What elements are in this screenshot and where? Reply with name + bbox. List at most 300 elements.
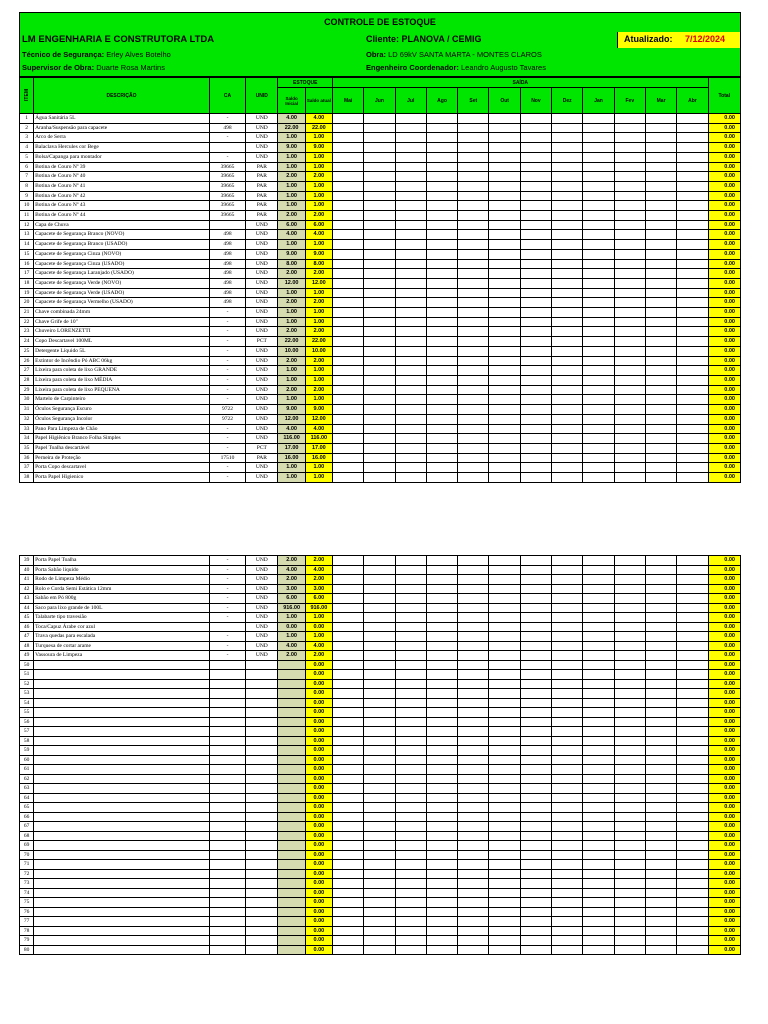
cell-total[interactable]: 0.00 — [708, 917, 740, 927]
cell-descricao[interactable] — [34, 831, 210, 841]
cell-descricao[interactable] — [34, 689, 210, 699]
cell-saida-month[interactable] — [332, 556, 363, 566]
cell-saldo-atual[interactable]: 10.00 — [305, 346, 332, 356]
cell-total[interactable]: 0.00 — [708, 774, 740, 784]
cell-saldo-inicial[interactable] — [278, 793, 305, 803]
cell-descricao[interactable]: Capacete de Segurança Verde (NOVO) — [34, 278, 210, 288]
cell-unid[interactable]: UND — [246, 288, 278, 298]
cell-item[interactable]: 56 — [20, 717, 34, 727]
cell-saldo-atual[interactable]: 0.00 — [305, 907, 332, 917]
cell-saida-month[interactable] — [583, 717, 614, 727]
cell-saida-month[interactable] — [552, 850, 583, 860]
cell-saida-month[interactable] — [645, 898, 676, 908]
cell-saida-month[interactable] — [677, 395, 708, 405]
cell-ca[interactable] — [209, 746, 245, 756]
cell-saida-month[interactable] — [552, 594, 583, 604]
cell-saida-month[interactable] — [364, 926, 395, 936]
cell-saida-month[interactable] — [395, 278, 426, 288]
cell-saida-month[interactable] — [645, 613, 676, 623]
cell-saida-month[interactable] — [583, 613, 614, 623]
cell-saldo-inicial[interactable] — [278, 879, 305, 889]
cell-saida-month[interactable] — [332, 622, 363, 632]
cell-saldo-inicial[interactable]: 1.00 — [278, 613, 305, 623]
cell-ca[interactable]: - — [209, 632, 245, 642]
cell-saldo-atual[interactable]: 2.00 — [305, 385, 332, 395]
cell-saida-month[interactable] — [364, 308, 395, 318]
cell-ca[interactable]: - — [209, 152, 245, 162]
cell-saida-month[interactable] — [364, 181, 395, 191]
cell-saida-month[interactable] — [395, 708, 426, 718]
cell-saida-month[interactable] — [426, 660, 457, 670]
cell-item[interactable]: 75 — [20, 898, 34, 908]
cell-saida-month[interactable] — [395, 641, 426, 651]
cell-saida-month[interactable] — [583, 395, 614, 405]
cell-unid[interactable] — [246, 765, 278, 775]
cell-item[interactable]: 47 — [20, 632, 34, 642]
cell-total[interactable]: 0.00 — [708, 736, 740, 746]
cell-saida-month[interactable] — [489, 453, 520, 463]
cell-total[interactable]: 0.00 — [708, 670, 740, 680]
cell-saida-month[interactable] — [614, 708, 645, 718]
cell-saida-month[interactable] — [677, 473, 708, 483]
cell-saida-month[interactable] — [426, 395, 457, 405]
cell-saida-month[interactable] — [614, 356, 645, 366]
cell-saida-month[interactable] — [552, 812, 583, 822]
cell-saida-month[interactable] — [426, 366, 457, 376]
cell-saida-month[interactable] — [489, 405, 520, 415]
cell-unid[interactable] — [246, 926, 278, 936]
cell-saida-month[interactable] — [426, 298, 457, 308]
cell-saida-month[interactable] — [458, 288, 489, 298]
cell-saldo-atual[interactable]: 2.00 — [305, 356, 332, 366]
cell-saida-month[interactable] — [426, 594, 457, 604]
cell-ca[interactable] — [209, 736, 245, 746]
cell-saida-month[interactable] — [614, 822, 645, 832]
cell-saida-month[interactable] — [364, 172, 395, 182]
cell-saida-month[interactable] — [520, 337, 551, 347]
cell-saida-month[interactable] — [395, 249, 426, 259]
cell-total[interactable]: 0.00 — [708, 556, 740, 566]
cell-saida-month[interactable] — [677, 888, 708, 898]
cell-item[interactable]: 6 — [20, 162, 34, 172]
cell-total[interactable]: 0.00 — [708, 424, 740, 434]
cell-saida-month[interactable] — [677, 143, 708, 153]
cell-saida-month[interactable] — [395, 230, 426, 240]
cell-saida-month[interactable] — [583, 556, 614, 566]
cell-saida-month[interactable] — [520, 405, 551, 415]
cell-saida-month[interactable] — [552, 689, 583, 699]
cell-saldo-atual[interactable]: 4.00 — [305, 230, 332, 240]
cell-saida-month[interactable] — [552, 803, 583, 813]
cell-saida-month[interactable] — [583, 917, 614, 927]
cell-descricao[interactable]: Lixeira para coleta de lixo PEQUENA — [34, 385, 210, 395]
cell-saida-month[interactable] — [614, 793, 645, 803]
cell-total[interactable]: 0.00 — [708, 405, 740, 415]
cell-item[interactable]: 1 — [20, 114, 34, 124]
cell-saida-month[interactable] — [677, 594, 708, 604]
cell-saida-month[interactable] — [520, 172, 551, 182]
cell-total[interactable]: 0.00 — [708, 708, 740, 718]
cell-unid[interactable]: UND — [246, 565, 278, 575]
cell-saldo-inicial[interactable] — [278, 822, 305, 832]
cell-saida-month[interactable] — [677, 288, 708, 298]
cell-saida-month[interactable] — [395, 803, 426, 813]
cell-saldo-inicial[interactable]: 1.00 — [278, 181, 305, 191]
cell-saida-month[interactable] — [489, 565, 520, 575]
cell-total[interactable]: 0.00 — [708, 375, 740, 385]
cell-saida-month[interactable] — [489, 803, 520, 813]
cell-item[interactable]: 67 — [20, 822, 34, 832]
cell-saida-month[interactable] — [583, 860, 614, 870]
cell-item[interactable]: 49 — [20, 651, 34, 661]
cell-saida-month[interactable] — [552, 230, 583, 240]
cell-saida-month[interactable] — [677, 308, 708, 318]
cell-ca[interactable] — [209, 755, 245, 765]
cell-ca[interactable]: 39665 — [209, 162, 245, 172]
cell-saida-month[interactable] — [395, 201, 426, 211]
cell-saida-month[interactable] — [583, 211, 614, 221]
cell-saldo-inicial[interactable] — [278, 898, 305, 908]
cell-ca[interactable]: - — [209, 651, 245, 661]
cell-saida-month[interactable] — [489, 152, 520, 162]
cell-saida-month[interactable] — [458, 784, 489, 794]
cell-saida-month[interactable] — [645, 651, 676, 661]
cell-ca[interactable] — [209, 765, 245, 775]
cell-saida-month[interactable] — [583, 424, 614, 434]
cell-saida-month[interactable] — [426, 240, 457, 250]
cell-saida-month[interactable] — [645, 622, 676, 632]
cell-saida-month[interactable] — [520, 717, 551, 727]
cell-saida-month[interactable] — [395, 670, 426, 680]
cell-saida-month[interactable] — [426, 152, 457, 162]
cell-saida-month[interactable] — [520, 907, 551, 917]
cell-saida-month[interactable] — [426, 443, 457, 453]
cell-saida-month[interactable] — [614, 298, 645, 308]
cell-saldo-atual[interactable]: 12.00 — [305, 278, 332, 288]
cell-saida-month[interactable] — [364, 736, 395, 746]
cell-saida-month[interactable] — [426, 337, 457, 347]
cell-saida-month[interactable] — [458, 793, 489, 803]
cell-unid[interactable]: UND — [246, 327, 278, 337]
cell-descricao[interactable] — [34, 793, 210, 803]
cell-saida-month[interactable] — [583, 191, 614, 201]
cell-saida-month[interactable] — [552, 879, 583, 889]
cell-saldo-inicial[interactable] — [278, 698, 305, 708]
cell-saida-month[interactable] — [614, 317, 645, 327]
cell-saldo-inicial[interactable] — [278, 765, 305, 775]
cell-saida-month[interactable] — [395, 860, 426, 870]
cell-saida-month[interactable] — [489, 259, 520, 269]
cell-saida-month[interactable] — [520, 603, 551, 613]
cell-item[interactable]: 23 — [20, 327, 34, 337]
cell-saida-month[interactable] — [614, 259, 645, 269]
cell-saida-month[interactable] — [458, 366, 489, 376]
cell-saida-month[interactable] — [364, 356, 395, 366]
cell-saida-month[interactable] — [364, 755, 395, 765]
cell-saida-month[interactable] — [489, 395, 520, 405]
cell-saida-month[interactable] — [583, 774, 614, 784]
cell-saida-month[interactable] — [364, 317, 395, 327]
cell-ca[interactable]: - — [209, 356, 245, 366]
cell-saida-month[interactable] — [332, 414, 363, 424]
cell-saldo-inicial[interactable]: 8.00 — [278, 259, 305, 269]
cell-saida-month[interactable] — [395, 385, 426, 395]
cell-total[interactable]: 0.00 — [708, 869, 740, 879]
cell-saldo-atual[interactable]: 0.00 — [305, 936, 332, 946]
cell-saldo-atual[interactable]: 1.00 — [305, 181, 332, 191]
cell-saida-month[interactable] — [332, 453, 363, 463]
cell-unid[interactable]: PCT — [246, 337, 278, 347]
cell-saida-month[interactable] — [395, 269, 426, 279]
cell-item[interactable]: 9 — [20, 191, 34, 201]
cell-saida-month[interactable] — [583, 936, 614, 946]
cell-saida-month[interactable] — [614, 936, 645, 946]
cell-saida-month[interactable] — [520, 689, 551, 699]
cell-descricao[interactable]: Chave Grife de 10" — [34, 317, 210, 327]
cell-saida-month[interactable] — [332, 308, 363, 318]
cell-total[interactable]: 0.00 — [708, 888, 740, 898]
cell-saida-month[interactable] — [520, 288, 551, 298]
cell-ca[interactable] — [209, 708, 245, 718]
cell-unid[interactable]: PAR — [246, 181, 278, 191]
cell-saida-month[interactable] — [489, 191, 520, 201]
cell-saldo-atual[interactable]: 0.00 — [305, 717, 332, 727]
cell-saida-month[interactable] — [645, 717, 676, 727]
cell-ca[interactable]: 39665 — [209, 211, 245, 221]
cell-saida-month[interactable] — [426, 603, 457, 613]
cell-saldo-inicial[interactable]: 916.00 — [278, 603, 305, 613]
cell-saida-month[interactable] — [364, 565, 395, 575]
cell-saida-month[interactable] — [614, 278, 645, 288]
cell-saida-month[interactable] — [583, 736, 614, 746]
cell-total[interactable]: 0.00 — [708, 803, 740, 813]
cell-saida-month[interactable] — [614, 765, 645, 775]
cell-saida-month[interactable] — [364, 784, 395, 794]
cell-saida-month[interactable] — [458, 443, 489, 453]
cell-saida-month[interactable] — [552, 424, 583, 434]
cell-item[interactable]: 13 — [20, 230, 34, 240]
cell-saida-month[interactable] — [332, 736, 363, 746]
cell-descricao[interactable]: Botina de Couro Nº 42 — [34, 191, 210, 201]
cell-saida-month[interactable] — [583, 584, 614, 594]
cell-total[interactable]: 0.00 — [708, 152, 740, 162]
cell-descricao[interactable]: Bolsa/Capanga para montador — [34, 152, 210, 162]
cell-unid[interactable]: UND — [246, 317, 278, 327]
cell-saldo-atual[interactable]: 1.00 — [305, 162, 332, 172]
cell-item[interactable]: 44 — [20, 603, 34, 613]
cell-saida-month[interactable] — [677, 385, 708, 395]
cell-saida-month[interactable] — [520, 230, 551, 240]
cell-saida-month[interactable] — [332, 385, 363, 395]
cell-saida-month[interactable] — [458, 453, 489, 463]
cell-saida-month[interactable] — [583, 755, 614, 765]
cell-saida-month[interactable] — [332, 594, 363, 604]
cell-saida-month[interactable] — [395, 888, 426, 898]
cell-total[interactable]: 0.00 — [708, 651, 740, 661]
cell-item[interactable]: 65 — [20, 803, 34, 813]
cell-saida-month[interactable] — [489, 337, 520, 347]
cell-saida-month[interactable] — [395, 191, 426, 201]
cell-saida-month[interactable] — [458, 594, 489, 604]
cell-saida-month[interactable] — [364, 603, 395, 613]
cell-saida-month[interactable] — [677, 575, 708, 585]
cell-total[interactable]: 0.00 — [708, 850, 740, 860]
cell-saida-month[interactable] — [458, 133, 489, 143]
cell-saida-month[interactable] — [552, 191, 583, 201]
cell-saida-month[interactable] — [552, 201, 583, 211]
cell-item[interactable]: 76 — [20, 907, 34, 917]
cell-item[interactable]: 63 — [20, 784, 34, 794]
cell-total[interactable]: 0.00 — [708, 133, 740, 143]
cell-unid[interactable]: PAR — [246, 162, 278, 172]
cell-descricao[interactable]: Turquesa de cortar arame — [34, 641, 210, 651]
cell-saida-month[interactable] — [364, 453, 395, 463]
cell-saida-month[interactable] — [489, 133, 520, 143]
cell-total[interactable]: 0.00 — [708, 434, 740, 444]
cell-descricao[interactable]: Vassoura de Limpeza — [34, 651, 210, 661]
cell-total[interactable]: 0.00 — [708, 907, 740, 917]
cell-saida-month[interactable] — [645, 249, 676, 259]
cell-saida-month[interactable] — [520, 356, 551, 366]
cell-total[interactable]: 0.00 — [708, 698, 740, 708]
cell-saida-month[interactable] — [458, 850, 489, 860]
cell-saida-month[interactable] — [645, 230, 676, 240]
cell-item[interactable]: 46 — [20, 622, 34, 632]
cell-saida-month[interactable] — [614, 841, 645, 851]
cell-saida-month[interactable] — [426, 898, 457, 908]
cell-descricao[interactable]: Capacete de Segurança Branco (NOVO) — [34, 230, 210, 240]
cell-saida-month[interactable] — [364, 708, 395, 718]
cell-saida-month[interactable] — [489, 746, 520, 756]
cell-saida-month[interactable] — [364, 249, 395, 259]
cell-item[interactable]: 28 — [20, 375, 34, 385]
cell-saida-month[interactable] — [677, 822, 708, 832]
cell-ca[interactable]: 498 — [209, 240, 245, 250]
cell-saida-month[interactable] — [364, 641, 395, 651]
cell-saldo-inicial[interactable]: 16.00 — [278, 453, 305, 463]
cell-saida-month[interactable] — [645, 784, 676, 794]
cell-saida-month[interactable] — [332, 114, 363, 124]
cell-saida-month[interactable] — [614, 405, 645, 415]
cell-saida-month[interactable] — [677, 679, 708, 689]
cell-saida-month[interactable] — [520, 698, 551, 708]
cell-saida-month[interactable] — [395, 869, 426, 879]
cell-ca[interactable]: - — [209, 434, 245, 444]
cell-saida-month[interactable] — [520, 926, 551, 936]
cell-saida-month[interactable] — [332, 945, 363, 955]
cell-saida-month[interactable] — [364, 660, 395, 670]
cell-saida-month[interactable] — [364, 907, 395, 917]
cell-saida-month[interactable] — [458, 181, 489, 191]
cell-saida-month[interactable] — [614, 414, 645, 424]
cell-saida-month[interactable] — [645, 317, 676, 327]
cell-descricao[interactable] — [34, 784, 210, 794]
cell-saida-month[interactable] — [458, 356, 489, 366]
cell-saldo-atual[interactable]: 16.00 — [305, 453, 332, 463]
cell-saldo-inicial[interactable]: 3.00 — [278, 584, 305, 594]
cell-saldo-inicial[interactable]: 1.00 — [278, 375, 305, 385]
cell-descricao[interactable] — [34, 841, 210, 851]
cell-unid[interactable]: UND — [246, 434, 278, 444]
cell-ca[interactable]: - — [209, 443, 245, 453]
cell-saida-month[interactable] — [677, 907, 708, 917]
cell-saida-month[interactable] — [426, 651, 457, 661]
cell-saida-month[interactable] — [458, 395, 489, 405]
cell-saida-month[interactable] — [364, 774, 395, 784]
cell-saida-month[interactable] — [364, 288, 395, 298]
cell-saida-month[interactable] — [332, 288, 363, 298]
cell-descricao[interactable] — [34, 660, 210, 670]
cell-saida-month[interactable] — [520, 793, 551, 803]
cell-saida-month[interactable] — [677, 201, 708, 211]
cell-total[interactable]: 0.00 — [708, 926, 740, 936]
cell-saida-month[interactable] — [614, 736, 645, 746]
cell-saida-month[interactable] — [426, 575, 457, 585]
cell-saida-month[interactable] — [332, 405, 363, 415]
cell-saida-month[interactable] — [395, 917, 426, 927]
cell-saida-month[interactable] — [520, 424, 551, 434]
cell-saida-month[interactable] — [489, 841, 520, 851]
cell-ca[interactable] — [209, 945, 245, 955]
cell-saida-month[interactable] — [426, 278, 457, 288]
cell-unid[interactable] — [246, 679, 278, 689]
cell-saida-month[interactable] — [520, 162, 551, 172]
cell-saida-month[interactable] — [520, 143, 551, 153]
cell-saida-month[interactable] — [489, 594, 520, 604]
cell-descricao[interactable] — [34, 945, 210, 955]
cell-item[interactable]: 70 — [20, 850, 34, 860]
cell-unid[interactable]: UND — [246, 463, 278, 473]
cell-saida-month[interactable] — [395, 660, 426, 670]
cell-descricao[interactable]: Trava quedas para escalada — [34, 632, 210, 642]
cell-saida-month[interactable] — [552, 708, 583, 718]
cell-saida-month[interactable] — [520, 936, 551, 946]
cell-saldo-atual[interactable]: 0.00 — [305, 622, 332, 632]
cell-saida-month[interactable] — [614, 230, 645, 240]
cell-saida-month[interactable] — [395, 405, 426, 415]
cell-saida-month[interactable] — [426, 698, 457, 708]
cell-saldo-inicial[interactable] — [278, 727, 305, 737]
cell-saida-month[interactable] — [395, 181, 426, 191]
cell-item[interactable]: 10 — [20, 201, 34, 211]
cell-saida-month[interactable] — [677, 898, 708, 908]
cell-saida-month[interactable] — [583, 278, 614, 288]
cell-saldo-inicial[interactable]: 4.00 — [278, 114, 305, 124]
cell-saida-month[interactable] — [583, 898, 614, 908]
cell-saldo-atual[interactable]: 1.00 — [305, 613, 332, 623]
cell-saida-month[interactable] — [520, 613, 551, 623]
cell-saida-month[interactable] — [645, 575, 676, 585]
cell-descricao[interactable] — [34, 936, 210, 946]
cell-saida-month[interactable] — [426, 622, 457, 632]
cell-saida-month[interactable] — [458, 774, 489, 784]
cell-saida-month[interactable] — [395, 308, 426, 318]
cell-saida-month[interactable] — [614, 926, 645, 936]
cell-total[interactable]: 0.00 — [708, 746, 740, 756]
cell-saida-month[interactable] — [489, 613, 520, 623]
cell-saida-month[interactable] — [583, 308, 614, 318]
cell-saida-month[interactable] — [426, 736, 457, 746]
cell-total[interactable]: 0.00 — [708, 717, 740, 727]
cell-saida-month[interactable] — [583, 181, 614, 191]
cell-saldo-inicial[interactable] — [278, 660, 305, 670]
cell-saida-month[interactable] — [645, 736, 676, 746]
cell-ca[interactable]: - — [209, 385, 245, 395]
cell-saida-month[interactable] — [552, 366, 583, 376]
cell-saida-month[interactable] — [332, 278, 363, 288]
cell-saida-month[interactable] — [426, 803, 457, 813]
cell-saida-month[interactable] — [520, 278, 551, 288]
